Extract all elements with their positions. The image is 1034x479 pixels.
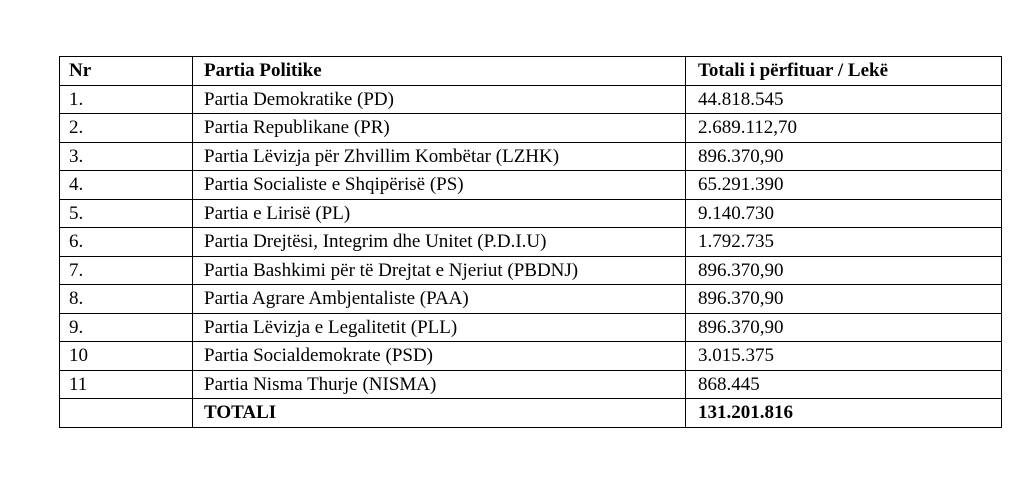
funding-table (59, 56, 1002, 428)
row-total: 896.370,90 (686, 256, 1002, 285)
row-nr: 1. (60, 85, 193, 114)
table-row (60, 85, 1002, 114)
row-party: Partia Lëvizja për Zhvillim Kombëtar (LZHK) (193, 142, 686, 171)
table-header-row (60, 57, 1002, 86)
header-party: Partia Politike (193, 57, 686, 86)
row-party: Partia Socialiste e Shqipërisë (PS) (193, 171, 686, 200)
row-nr: 5. (60, 199, 193, 228)
row-party: Partia Drejtësi, Integrim dhe Unitet (P.D.I.U) (193, 228, 686, 257)
table-row (60, 171, 1002, 200)
row-total: 868.445 (686, 370, 1002, 399)
row-nr: 7. (60, 256, 193, 285)
header-nr: Nr (60, 57, 193, 86)
row-party: Partia e Lirisë (PL) (193, 199, 686, 228)
table-row (60, 313, 1002, 342)
row-nr: 3. (60, 142, 193, 171)
row-party: Partia Republikane (PR) (193, 114, 686, 143)
row-party: Partia Lëvizja e Legalitetit (PLL) (193, 313, 686, 342)
row-total: 896.370,90 (686, 142, 1002, 171)
row-nr: 9. (60, 313, 193, 342)
row-total: 9.140.730 (686, 199, 1002, 228)
table-row (60, 228, 1002, 257)
row-party: Partia Socialdemokrate (PSD) (193, 342, 686, 371)
table-row (60, 199, 1002, 228)
row-nr: 6. (60, 228, 193, 257)
row-party: Partia Nisma Thurje (NISMA) (193, 370, 686, 399)
row-nr: 8. (60, 285, 193, 314)
table-row (60, 342, 1002, 371)
row-party: Partia Agrare Ambjentaliste (PAA) (193, 285, 686, 314)
row-nr: 4. (60, 171, 193, 200)
row-total: 65.291.390 (686, 171, 1002, 200)
row-total: 44.818.545 (686, 85, 1002, 114)
row-total: 3.015.375 (686, 342, 1002, 371)
table-footer-row (60, 399, 1002, 428)
row-total: 1.792.735 (686, 228, 1002, 257)
row-total: 896.370,90 (686, 313, 1002, 342)
table-row (60, 114, 1002, 143)
row-party: Partia Bashkimi për të Drejtat e Njeriut (PBDNJ) (193, 256, 686, 285)
table-row (60, 285, 1002, 314)
row-nr: 10 (60, 342, 193, 371)
table-row (60, 370, 1002, 399)
row-nr: 11 (60, 370, 193, 399)
table-row (60, 142, 1002, 171)
footer-total-value: 131.201.816 (686, 399, 1002, 428)
row-total: 896.370,90 (686, 285, 1002, 314)
row-total: 2.689.112,70 (686, 114, 1002, 143)
footer-nr (60, 399, 193, 428)
header-total: Totali i përfituar / Lekë (686, 57, 1002, 86)
row-nr: 2. (60, 114, 193, 143)
table-row (60, 256, 1002, 285)
footer-total-label: TOTALI (193, 399, 686, 428)
row-party: Partia Demokratike (PD) (193, 85, 686, 114)
